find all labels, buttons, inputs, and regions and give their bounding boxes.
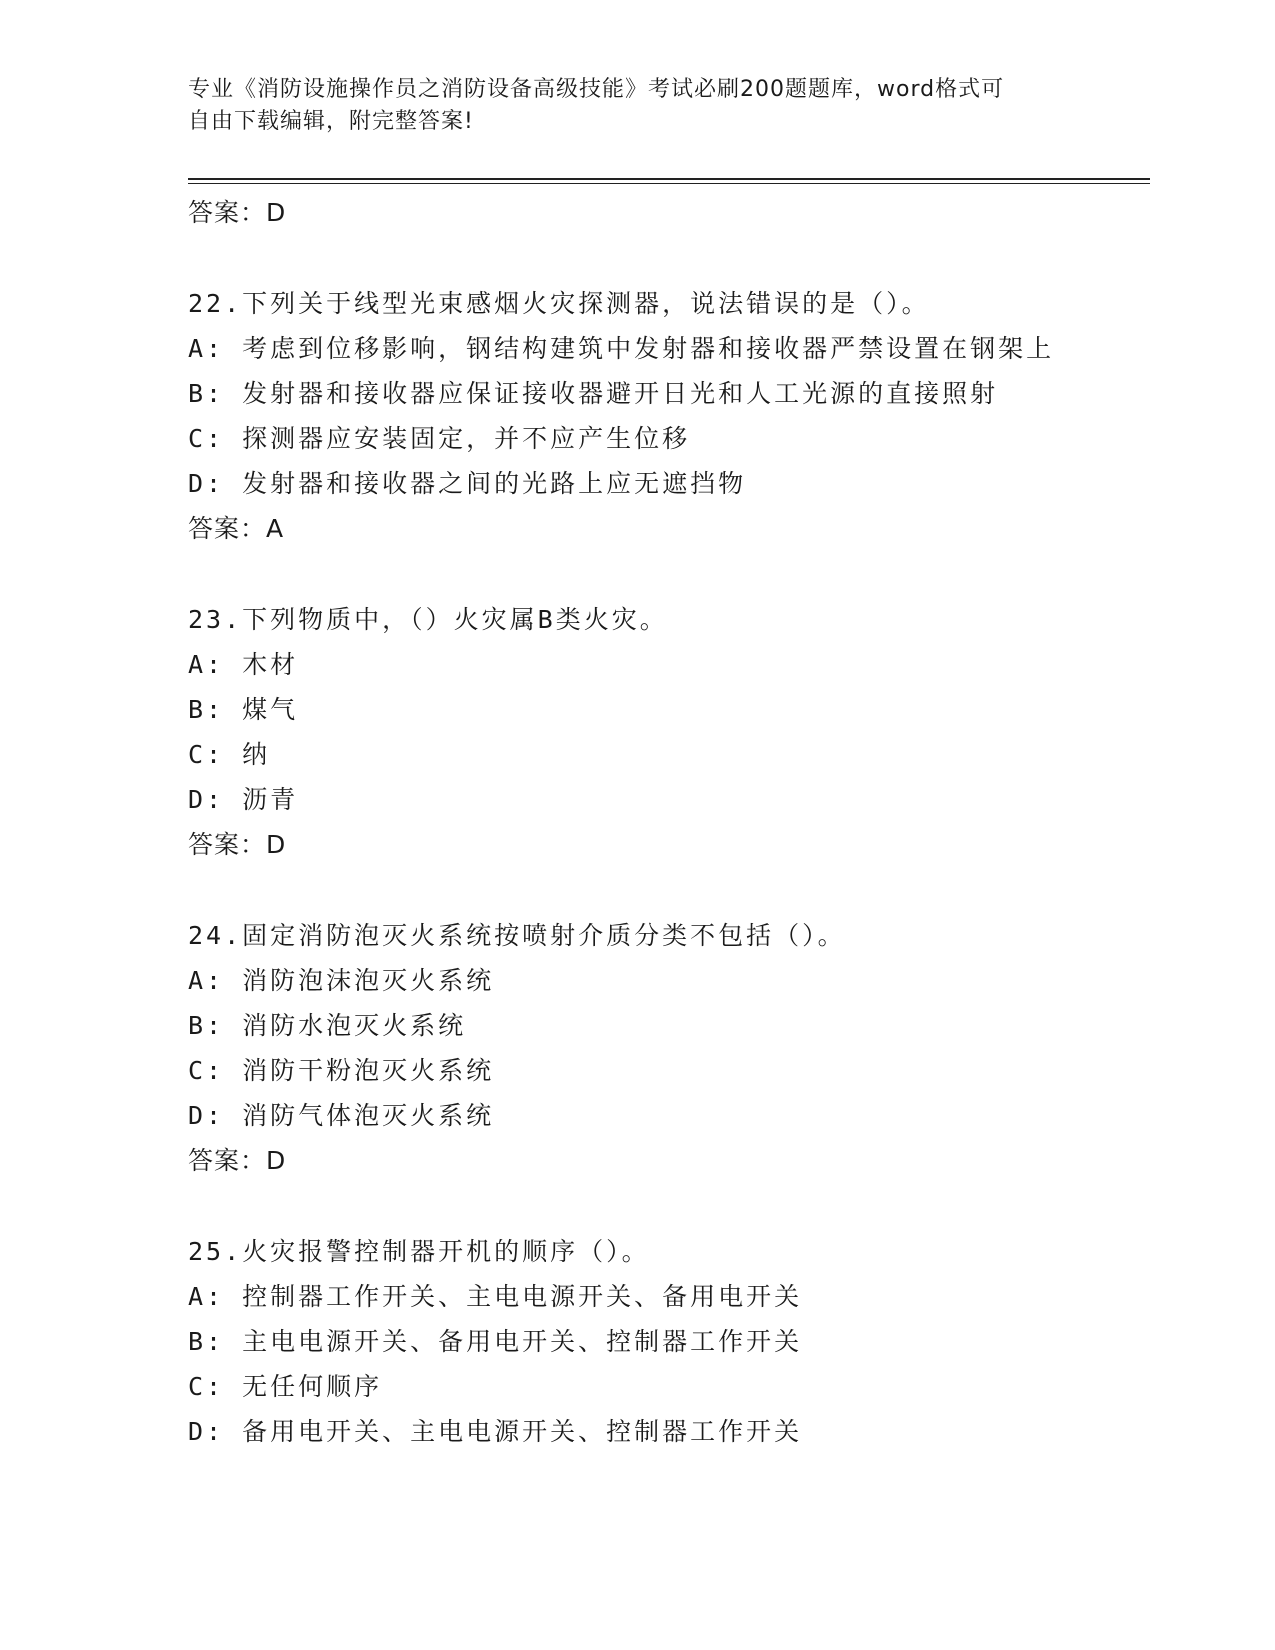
page-header [188,74,1088,138]
header-line-1: 专业《消防设施操作员之消防设备高级技能》考试必刷200题题库，word格式可 [188,77,1005,102]
header-line-2: 自由下载编辑，附完整答案! [188,109,474,134]
spacer [188,868,1150,913]
question-23 [188,597,1150,868]
spacer [188,236,1150,281]
option-b: B: 主电电源开关、备用电开关、控制器工作开关 [188,1327,803,1356]
question-stem: 25.火灾报警控制器开机的顺序（）。 [188,1237,650,1266]
option-d: D: 沥青 [188,785,299,814]
question-stem: 24.固定消防泡灭火系统按喷射介质分类不包括（）。 [188,921,846,950]
previous-answer: 答案：D [188,198,287,227]
option-c: C: 纳 [188,740,271,769]
option-a: A: 消防泡沫泡灭火系统 [188,966,495,995]
question-answer: 答案：A [188,514,285,543]
option-d: D: 发射器和接收器之间的光路上应无遮挡物 [188,469,747,498]
option-c: C: 无任何顺序 [188,1372,383,1401]
option-a: A: 考虑到位移影响，钢结构建筑中发射器和接收器严禁设置在钢架上 [188,334,1055,363]
question-content [188,190,1150,1454]
question-answer: 答案：D [188,1146,287,1175]
spacer [188,1184,1150,1229]
question-answer: 答案：D [188,830,287,859]
option-b: B: 发射器和接收器应保证接收器避开日光和人工光源的直接照射 [188,379,999,408]
question-stem: 23.下列物质中，（）火灾属B类火灾。 [188,605,668,634]
option-d: D: 备用电开关、主电电源开关、控制器工作开关 [188,1417,803,1446]
option-a: A: 控制器工作开关、主电电源开关、备用电开关 [188,1282,803,1311]
question-22 [188,281,1150,552]
question-24 [188,913,1150,1184]
header-rule-thin [188,183,1150,184]
option-b: B: 煤气 [188,695,299,724]
question-stem: 22.下列关于线型光束感烟火灾探测器，说法错误的是（）。 [188,289,930,318]
option-d: D: 消防气体泡灭火系统 [188,1101,495,1130]
option-c: C: 探测器应安装固定，并不应产生位移 [188,424,691,453]
option-a: A: 木材 [188,650,299,679]
spacer [188,552,1150,597]
header-rule-thick [188,178,1150,180]
option-b: B: 消防水泡灭火系统 [188,1011,467,1040]
question-25 [188,1229,1150,1454]
option-c: C: 消防干粉泡灭火系统 [188,1056,495,1085]
